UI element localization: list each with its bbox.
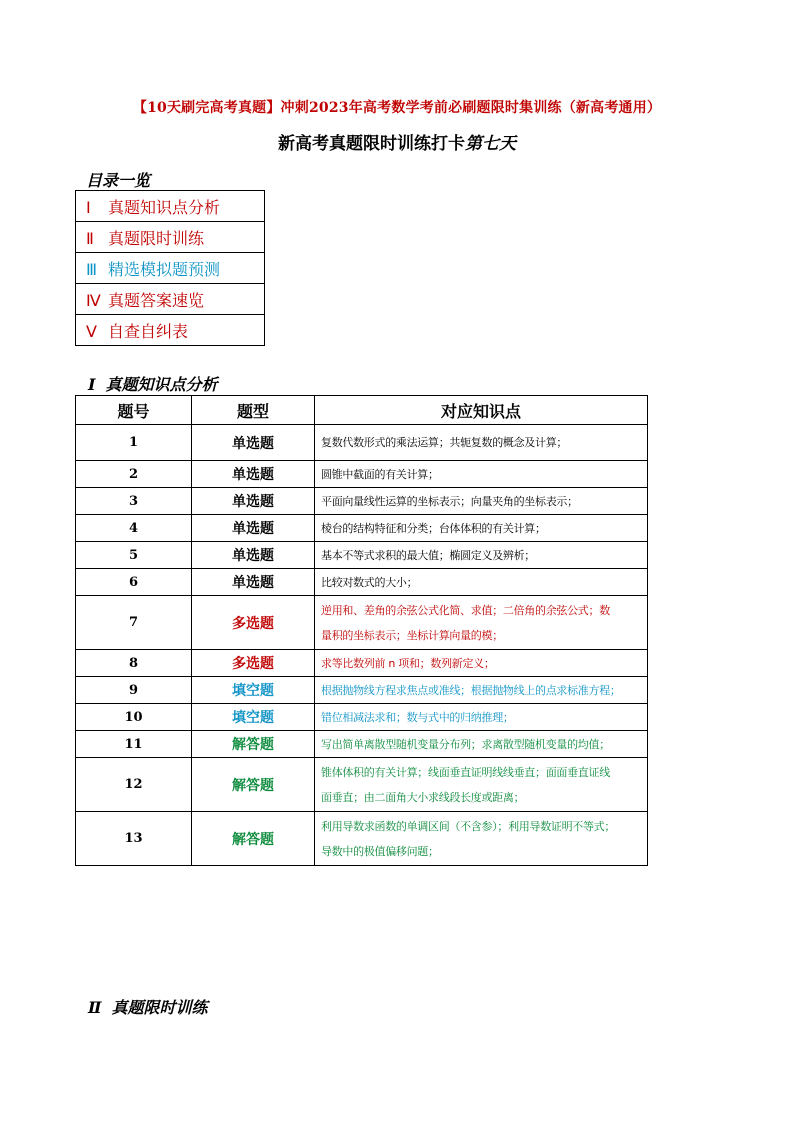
toc-item-label: 真题知识点分析: [108, 197, 221, 217]
toc-heading: 目录一览: [86, 171, 151, 190]
toc-item: [76, 315, 265, 346]
column-header: 题号: [76, 396, 192, 425]
table-row: [76, 425, 648, 461]
toc-item: [76, 222, 265, 253]
question-number: 4: [76, 515, 192, 542]
toc-item-label: 真题答案速览: [108, 290, 205, 310]
knowledge-points: [315, 704, 648, 731]
column-header: 对应知识点: [315, 396, 648, 425]
knowledge-points: [315, 425, 648, 461]
knowledge-line: 根据抛物线方程求焦点或准线；根据抛物线上的点求标准方程；: [321, 683, 621, 697]
question-type: 单选题: [192, 515, 315, 542]
toc-item-label: 精选模拟题预测: [108, 259, 221, 279]
question-number: 10: [76, 704, 192, 731]
knowledge-points: [315, 596, 648, 650]
knowledge-points: [315, 758, 648, 812]
table-row: [76, 704, 648, 731]
toc-item: [76, 191, 265, 222]
toc-item-num: Ⅱ: [86, 228, 94, 248]
knowledge-points: [315, 569, 648, 596]
knowledge-points: [315, 677, 648, 704]
question-type: 单选题: [192, 461, 315, 488]
question-number: 1: [76, 425, 192, 461]
question-type: 多选题: [192, 650, 315, 677]
table-row: [76, 488, 648, 515]
question-number: 7: [76, 596, 192, 650]
toc-item-num: Ⅰ: [86, 197, 91, 217]
knowledge-points: [315, 488, 648, 515]
question-number: 11: [76, 731, 192, 758]
knowledge-line: 求等比数列前 n 项和；数列新定义；: [321, 656, 495, 670]
column-header: 题型: [192, 396, 315, 425]
table-row: [76, 812, 648, 866]
table-row: [76, 731, 648, 758]
knowledge-line: 导数中的极值偏移问题；: [321, 844, 439, 858]
knowledge-line: 利用导数求函数的单调区间（不含参）；利用导数证明不等式；: [321, 819, 616, 833]
knowledge-line: 复数代数形式的乘法运算；共轭复数的概念及计算；: [321, 436, 568, 449]
toc-item-label: 自查自纠表: [108, 321, 189, 341]
knowledge-line: 逆用和、差角的余弦公式化简、求值；二倍角的余弦公式；数: [321, 603, 610, 617]
knowledge-line: 写出简单离散型随机变量分布列；求离散型随机变量的均值；: [321, 737, 610, 751]
table-row: [76, 758, 648, 812]
question-number: 8: [76, 650, 192, 677]
question-type: 单选题: [192, 569, 315, 596]
question-number: 12: [76, 758, 192, 812]
question-number: 9: [76, 677, 192, 704]
question-type: 单选题: [192, 542, 315, 569]
section1-roman: Ⅰ: [88, 375, 96, 394]
question-type: 解答题: [192, 812, 315, 866]
knowledge-points: [315, 515, 648, 542]
document-header-line: 【10天刷完高考真题】冲刺2023年高考数学考前必刷题限时集训练（新高考通用）: [132, 100, 662, 116]
knowledge-points: [315, 542, 648, 569]
table-row: [76, 515, 648, 542]
question-number: 5: [76, 542, 192, 569]
knowledge-line: 圆锥中截面的有关计算；: [321, 467, 439, 481]
knowledge-point-table: [75, 395, 648, 866]
table-row: [76, 677, 648, 704]
question-number: 13: [76, 812, 192, 866]
table-row: [76, 461, 648, 488]
question-number: 3: [76, 488, 192, 515]
knowledge-line: 面垂直；由二面角大小求线段长度或距离；: [321, 790, 525, 804]
section2-heading: [88, 995, 208, 1018]
title-day: 第七天: [465, 134, 516, 154]
section1-title: 真题知识点分析: [105, 375, 218, 394]
toc-table: [75, 190, 265, 346]
table-row: [76, 650, 648, 677]
knowledge-line: 棱台的结构特征和分类；台体体积的有关计算；: [321, 521, 546, 535]
question-type: 单选题: [192, 488, 315, 515]
table-row: [76, 569, 648, 596]
question-type: 填空题: [192, 677, 315, 704]
knowledge-line: 平面向量线性运算的坐标表示；向量夹角的坐标表示；: [321, 494, 578, 508]
section2-roman: Ⅱ: [88, 998, 102, 1017]
toc-item-num: Ⅳ: [86, 290, 101, 310]
knowledge-points: [315, 812, 648, 866]
question-type: 填空题: [192, 704, 315, 731]
section2-title: 真题限时训练: [111, 998, 208, 1017]
knowledge-line: 基本不等式求积的最大值；椭圆定义及辨析；: [321, 548, 535, 562]
question-type: 单选题: [192, 425, 315, 461]
question-type: 多选题: [192, 596, 315, 650]
knowledge-points: [315, 731, 648, 758]
toc-item-label: 真题限时训练: [108, 228, 205, 248]
question-type: 解答题: [192, 731, 315, 758]
knowledge-line: 量积的坐标表示；坐标计算向量的模；: [321, 628, 503, 642]
table-row: [76, 542, 648, 569]
table-header-row: [76, 396, 648, 425]
table-row: [76, 596, 648, 650]
question-type: 解答题: [192, 758, 315, 812]
toc-item: [76, 284, 265, 315]
knowledge-line: 错位相减法求和；数与式中的归纳推理；: [321, 710, 514, 724]
section1-heading: [88, 372, 218, 395]
question-number: 6: [76, 569, 192, 596]
question-number: 2: [76, 461, 192, 488]
toc-item: [76, 253, 265, 284]
title-main: 新高考真题限时训练打卡: [278, 134, 465, 154]
toc-item-num: Ⅴ: [86, 321, 97, 341]
document-title: [0, 129, 794, 154]
knowledge-line: 比较对数式的大小；: [321, 575, 418, 589]
toc-item-num: Ⅲ: [86, 259, 98, 279]
knowledge-points: [315, 650, 648, 677]
knowledge-line: 锥体体积的有关计算；线面垂直证明线线垂直；面面垂直证线: [321, 765, 610, 779]
knowledge-points: [315, 461, 648, 488]
